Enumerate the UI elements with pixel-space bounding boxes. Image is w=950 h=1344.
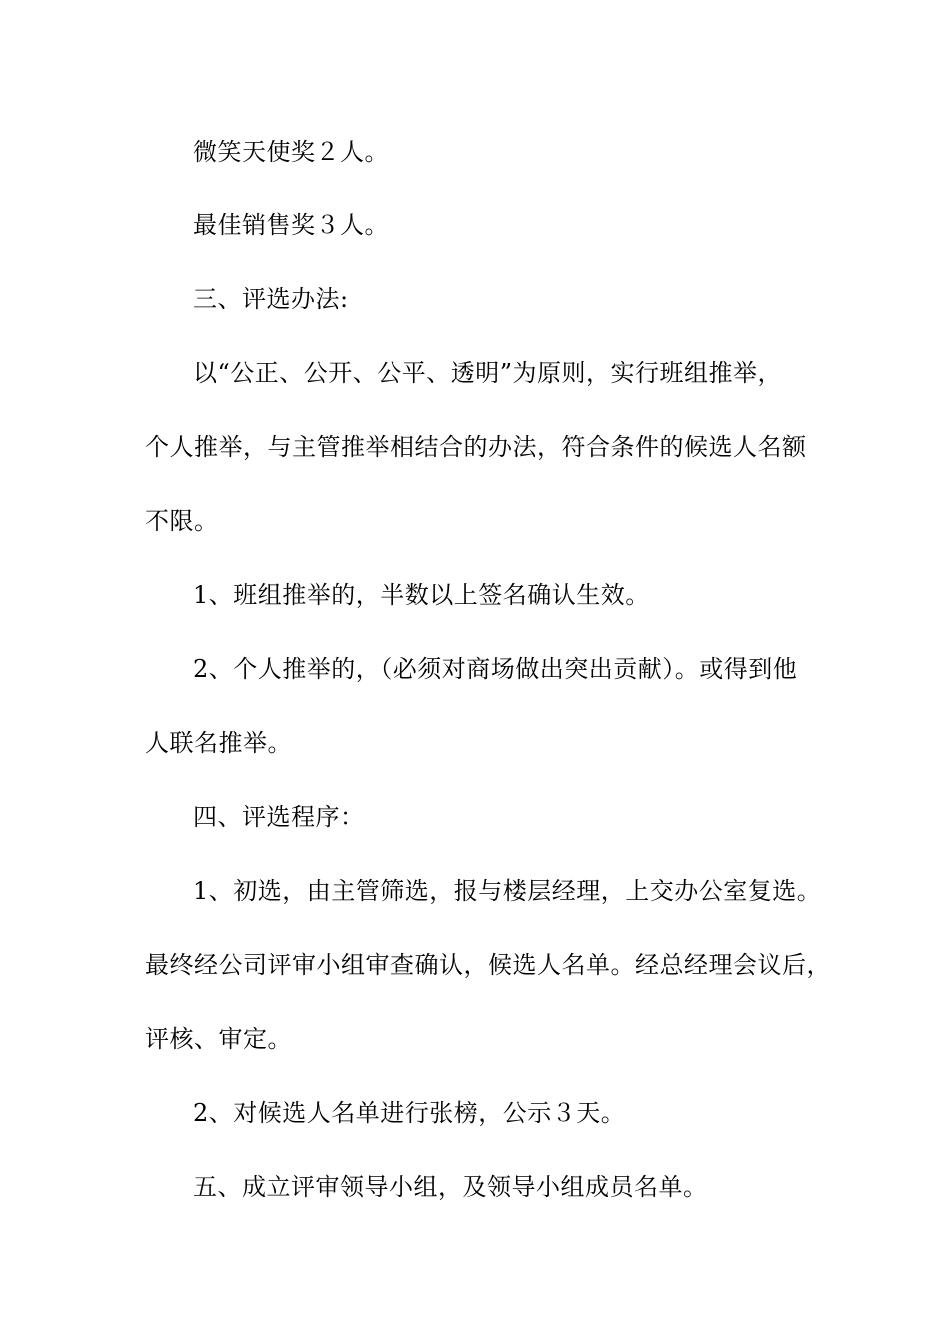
section-heading: 三、评选办法:	[193, 285, 349, 313]
list-item: 1、班组推举的，半数以上签名确认生效。	[193, 581, 650, 609]
paragraph-line: 微笑天使奖２人。	[193, 138, 389, 166]
section-heading: 五、成立评审领导小组，及领导小组成员名单。	[193, 1173, 708, 1201]
list-item: 2、对候选人名单进行张榜，公示３天。	[193, 1099, 626, 1127]
paragraph-line: 以“公正、公开、公平、透明”为原则，实行班组推举，	[193, 359, 783, 387]
paragraph-line: 评核、审定。	[145, 1025, 292, 1053]
paragraph-line: 不限。	[145, 507, 219, 535]
paragraph-line: 最终经公司评审小组审查确认，候选人名单。经总经理会议后，	[145, 951, 831, 979]
list-item: 1、初选，由主管筛选，报与楼层经理，上交办公室复选。	[193, 877, 822, 905]
list-item: 2、个人推举的，（必须对商场做出突出贡献）。或得到他	[193, 655, 798, 683]
paragraph-line: 人联名推举。	[145, 729, 292, 757]
paragraph-line: 个人推举，与主管推举相结合的办法，符合条件的候选人名额	[145, 433, 807, 461]
section-heading: 四、评选程序：	[193, 803, 365, 831]
paragraph-line: 最佳销售奖３人。	[193, 211, 389, 239]
